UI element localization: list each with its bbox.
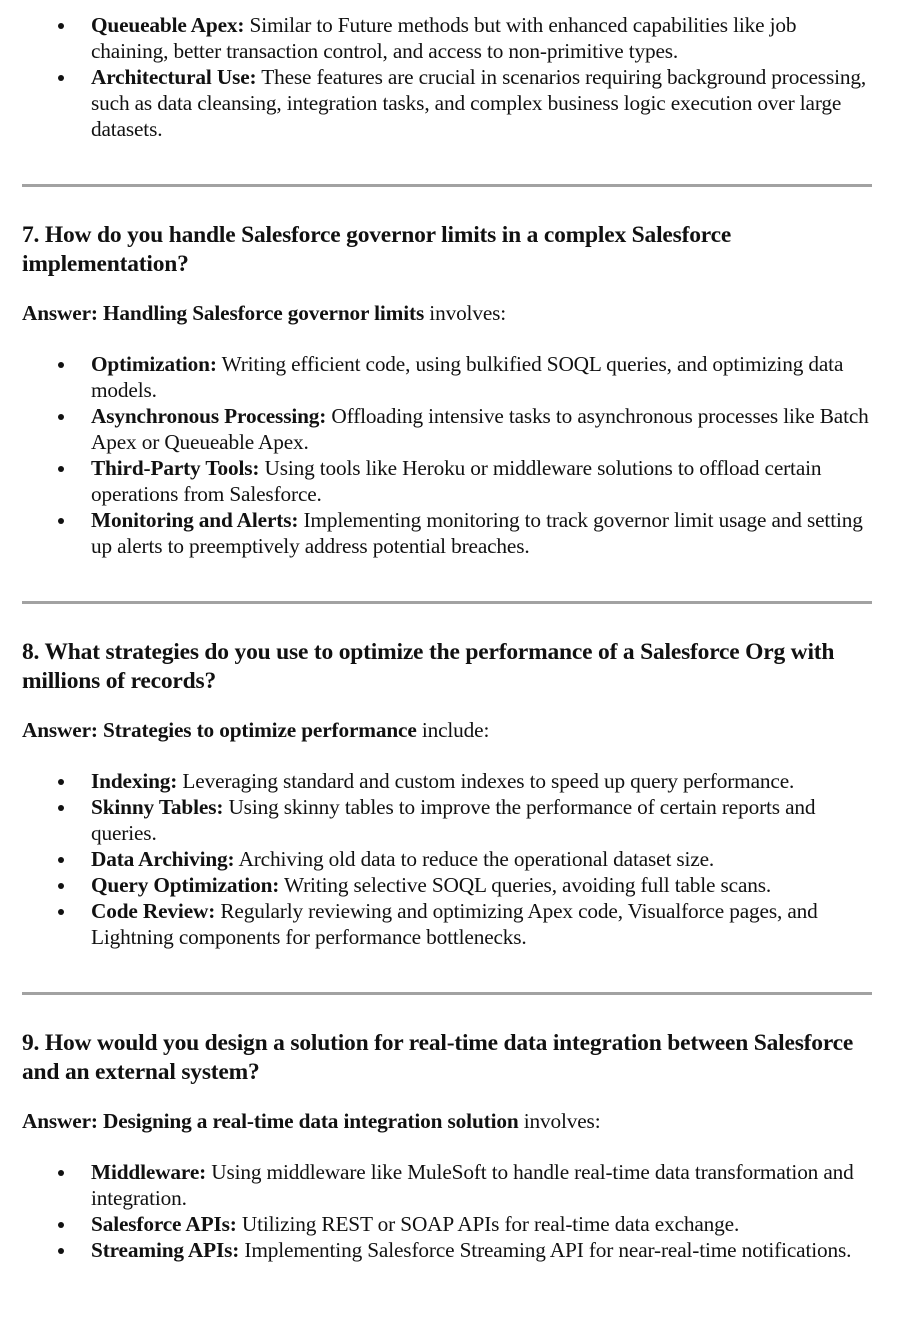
bullet-list	[22, 1159, 874, 1263]
list-item	[22, 12, 874, 64]
answer-lead: Answer: Designing a real-time data integration solution	[22, 1109, 519, 1133]
bullet-icon	[58, 805, 64, 811]
bullet-text: Writing selective SOQL queries, avoiding full table scans.	[279, 873, 772, 897]
answer-intro	[22, 717, 874, 743]
list-item	[22, 794, 874, 846]
bullet-term: Code Review:	[91, 899, 216, 923]
bullet-text: Regularly reviewing and optimizing Apex code, Visualforce pages, and Lightning components for performance bottlenecks.	[91, 899, 818, 949]
list-item	[22, 64, 874, 142]
bullet-text: Utilizing REST or SOAP APIs for real-time data exchange.	[236, 1212, 740, 1236]
question-heading: 7. How do you handle Salesforce governor limits in a complex Salesforce implementation?	[22, 222, 732, 277]
list-item	[22, 768, 874, 794]
answer-tail: involves:	[424, 301, 507, 325]
answer-lead: Answer: Strategies to optimize performance	[22, 718, 417, 742]
bullet-icon	[58, 857, 64, 863]
answer-tail: include:	[416, 718, 490, 742]
bullet-text: Implementing monitoring to track governor limit usage and setting up alerts to preemptively address potential breaches.	[91, 508, 863, 558]
list-item	[22, 455, 874, 507]
bullet-text: Using skinny tables to improve the performance of certain reports and queries.	[91, 795, 816, 845]
bullet-term: Skinny Tables:	[91, 795, 224, 819]
bullet-text: Writing efficient code, using bulkified SOQL queries, and optimizing data models.	[91, 352, 844, 402]
bullet-icon	[58, 883, 64, 889]
bullet-icon	[58, 1248, 64, 1254]
bullet-text: Archiving old data to reduce the operational dataset size.	[234, 847, 715, 871]
bullet-term: Optimization:	[91, 352, 217, 376]
bullet-text: These features are crucial in scenarios requiring background processing, such as data cleansing, integration tasks, and complex business logic execution over large datasets.	[91, 65, 867, 141]
answer-intro	[22, 300, 874, 326]
bullet-term: Data Archiving:	[91, 847, 235, 871]
question-section-7	[22, 221, 874, 559]
question-heading: 8. What strategies do you use to optimize the performance of a Salesforce Org with millions of records?	[22, 639, 835, 694]
bullet-icon	[58, 362, 64, 368]
document-page	[22, 0, 874, 1263]
bullet-text: Implementing Salesforce Streaming API for near-real-time notifications.	[239, 1238, 852, 1262]
answer-tail: involves:	[518, 1109, 601, 1133]
bullet-text: Leveraging standard and custom indexes to speed up query performance.	[177, 769, 795, 793]
bullet-icon	[58, 23, 64, 29]
section-divider	[22, 184, 872, 187]
section-divider	[22, 601, 872, 604]
section-divider	[22, 992, 872, 995]
bullet-text: Using middleware like MuleSoft to handle real-time data transformation and integration.	[91, 1160, 854, 1210]
bullet-term: Query Optimization:	[91, 873, 280, 897]
bullet-term: Third-Party Tools:	[91, 456, 260, 480]
bullet-icon	[58, 518, 64, 524]
bullet-icon	[58, 779, 64, 785]
bullet-term: Queueable Apex:	[91, 13, 245, 37]
list-item	[22, 1159, 874, 1211]
bullet-icon	[58, 1222, 64, 1228]
list-item	[22, 351, 874, 403]
list-item	[22, 872, 874, 898]
bullet-list	[22, 351, 874, 559]
bullet-icon	[58, 75, 64, 81]
question-section-8	[22, 638, 874, 950]
bullet-text: Offloading intensive tasks to asynchronous processes like Batch Apex or Queueable Apex.	[91, 404, 869, 454]
bullet-term: Asynchronous Processing:	[91, 404, 327, 428]
list-item	[22, 846, 874, 872]
bullet-text: Using tools like Heroku or middleware solutions to offload certain operations from Salesforce.	[91, 456, 822, 506]
bullet-icon	[58, 1170, 64, 1176]
list-item	[22, 898, 874, 950]
bullet-icon	[58, 414, 64, 420]
bullet-term: Architectural Use:	[91, 65, 257, 89]
list-item	[22, 403, 874, 455]
list-item	[22, 507, 874, 559]
bullet-term: Middleware:	[91, 1160, 207, 1184]
bullet-list	[22, 768, 874, 950]
answer-intro	[22, 1108, 874, 1134]
list-item	[22, 1237, 874, 1263]
bullet-text: Similar to Future methods but with enhanced capabilities like job chaining, better transaction control, and access to non-primitive types.	[91, 13, 797, 63]
question-section-9	[22, 1029, 874, 1263]
bullet-term: Streaming APIs:	[91, 1238, 240, 1262]
bullet-term: Monitoring and Alerts:	[91, 508, 299, 532]
bullet-term: Salesforce APIs:	[91, 1212, 237, 1236]
answer-lead: Answer: Handling Salesforce governor limits	[22, 301, 425, 325]
bullet-term: Indexing:	[91, 769, 178, 793]
top-bullet-list	[22, 12, 874, 142]
bullet-icon	[58, 466, 64, 472]
question-heading: 9. How would you design a solution for real-time data integration between Salesforce and an external system?	[22, 1030, 854, 1085]
bullet-icon	[58, 909, 64, 915]
list-item	[22, 1211, 874, 1237]
